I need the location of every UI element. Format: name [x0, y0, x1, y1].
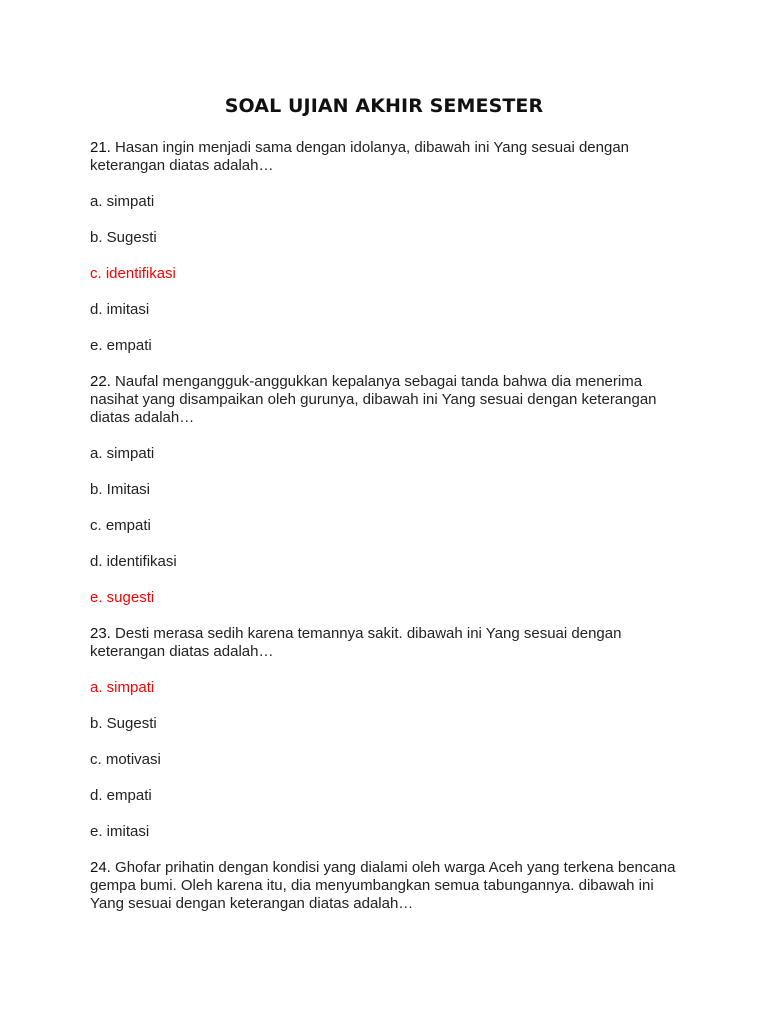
- option-22-d: d. identifikasi: [90, 553, 177, 570]
- option-23-b: b. Sugesti: [90, 715, 157, 732]
- option-21-e: e. empati: [90, 337, 152, 354]
- question-23: [90, 625, 680, 661]
- question-list: [90, 139, 680, 931]
- document-page: [90, 0, 690, 1024]
- question-number: 21.: [90, 139, 111, 156]
- question-21: [90, 139, 680, 175]
- option-22-b: b. Imitasi: [90, 481, 151, 498]
- option-21-c-correct: c. identifikasi: [90, 265, 176, 282]
- option-21-a: a. simpati: [90, 193, 155, 210]
- option-23-c: c. motivasi: [90, 751, 161, 768]
- question-number: 23.: [90, 625, 111, 642]
- option-23-a-correct: a. simpati: [90, 679, 155, 696]
- question-text: Hasan ingin menjadi sama dengan idolanya, dibawah ini Yang sesuai dengan keterangan diatas adalah…: [90, 139, 630, 174]
- question-text: Ghofar prihatin dengan kondisi yang dialami oleh warga Aceh yang terkena bencana gempa bumi. Oleh karena itu, dia menyumbangkan semua tabungannya. dibawah ini Yang sesuai dengan keterangan diatas adalah…: [90, 859, 676, 912]
- option-22-c: c. empati: [90, 517, 151, 534]
- option-22-a: a. simpati: [90, 445, 155, 462]
- option-23-e: e. imitasi: [90, 823, 150, 840]
- question-24: [90, 859, 680, 913]
- option-23-d: d. empati: [90, 787, 152, 804]
- option-22-e-correct: e. sugesti: [90, 589, 155, 606]
- question-22: [90, 373, 680, 427]
- question-number: 24.: [90, 859, 111, 876]
- question-text: Naufal mengangguk-anggukkan kepalanya sebagai tanda bahwa dia menerima nasihat yang disampaikan oleh gurunya, dibawah ini Yang sesuai dengan keterangan diatas adalah…: [90, 373, 657, 426]
- option-21-d: d. imitasi: [90, 301, 150, 318]
- document-title: SOAL UJIAN AKHIR SEMESTER: [224, 95, 544, 117]
- option-21-b: b. Sugesti: [90, 229, 157, 246]
- question-number: 22.: [90, 373, 111, 390]
- question-text: Desti merasa sedih karena temannya sakit. dibawah ini Yang sesuai dengan keterangan diatas adalah…: [90, 625, 622, 660]
